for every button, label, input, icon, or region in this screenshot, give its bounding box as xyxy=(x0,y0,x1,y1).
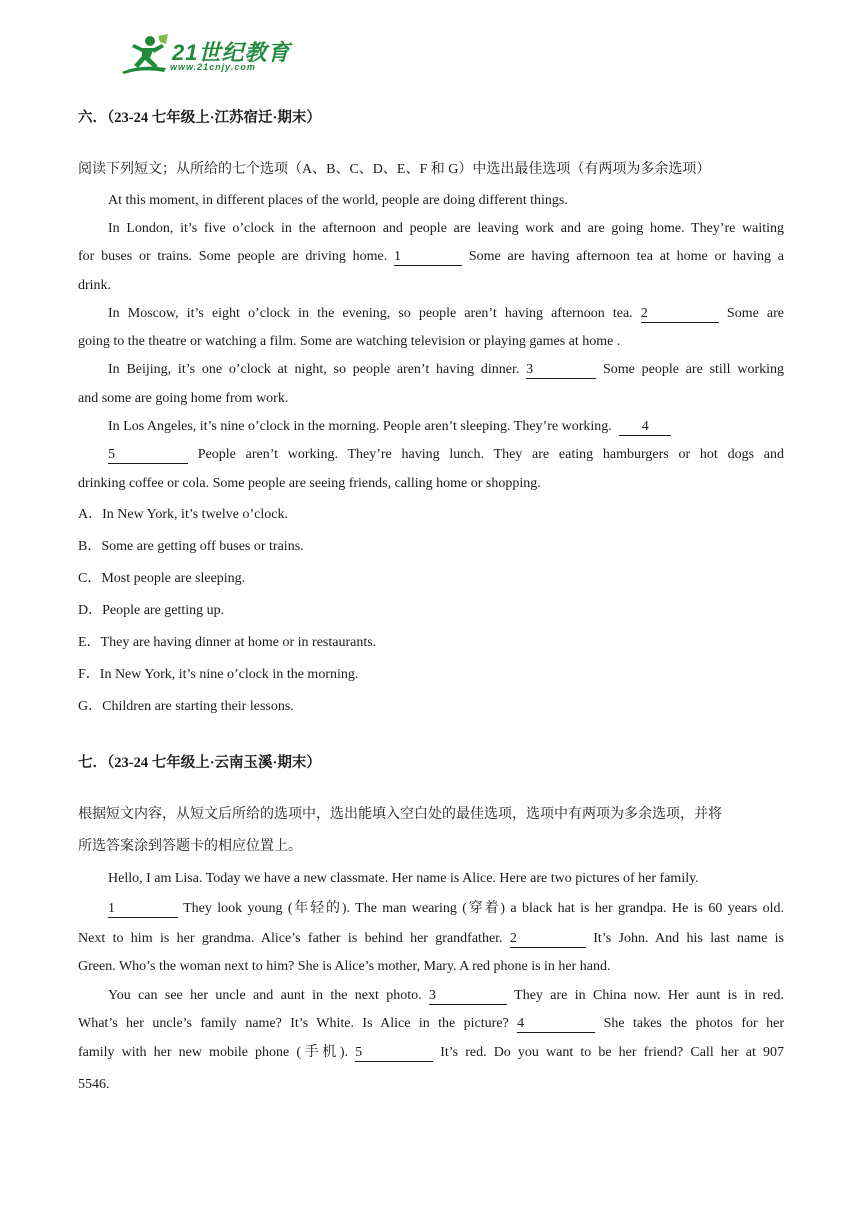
s6-paragraph-5-line-1 xyxy=(108,417,784,437)
logo-url: www.21cnjy.com xyxy=(170,62,256,72)
blank-3[interactable]: 3 xyxy=(429,988,507,1005)
option-e: E．They are having dinner at home or in restaurants. xyxy=(78,635,377,650)
s6-paragraph-3-line-2: going to the theatre or watching a film. Some are watching television or playing games at home . xyxy=(78,334,621,349)
blank-4[interactable]: 4 xyxy=(517,1016,595,1033)
text: Some are xyxy=(726,306,785,321)
section-7-instruction-line-1: 根据短文内容，从短文后所给的选项中，选出能填入空白处的最佳选项，选项中有两项为多余选项，并将 xyxy=(78,807,722,822)
text: People aren’t working. They’re having lunch. They are eating hamburgers or hot dogs and xyxy=(197,447,784,462)
option-b: B．Some are getting off buses or trains. xyxy=(78,539,304,554)
blank-1[interactable]: 1 xyxy=(108,901,178,918)
text: They look young (年轻的). The man wearing (穿着) a black hat is her grandpa. He is 60 years old. xyxy=(183,901,784,916)
s7-paragraph-2-line-3: Green. Who’s the woman next to him? She is Alice’s mother, Mary. A red phone is in her hand. xyxy=(78,959,611,974)
blank-3[interactable]: 3 xyxy=(526,362,596,379)
s6-paragraph-5-line-3: drinking coffee or cola. Some people are seeing friends, calling home or shopping. xyxy=(78,476,541,491)
text: She takes the photos for her xyxy=(603,1016,784,1031)
text: In Moscow, it’s eight o’clock in the evening, so people aren’t having afternoon tea. xyxy=(108,306,633,321)
text: Some people are still working xyxy=(602,362,785,377)
section-7-instruction-line-2: 所选答案涂到答题卡的相应位置上。 xyxy=(78,839,302,854)
blank-5[interactable]: 5 xyxy=(108,447,188,464)
s6-paragraph-3-line-1 xyxy=(108,304,784,324)
text: In Beijing, it’s one o’clock at night, so people aren’t having dinner. xyxy=(108,362,520,377)
text: What’s her uncle’s family name? It’s White. Is Alice in the picture? xyxy=(78,1016,509,1031)
s7-paragraph-3-line-1 xyxy=(108,986,784,1006)
section-6-heading: 六．（23-24 七年级上·江苏宿迁·期末） xyxy=(78,110,321,126)
blank-2[interactable]: 2 xyxy=(510,931,586,948)
s7-paragraph-3-line-3 xyxy=(78,1043,784,1063)
s7-paragraph-2-line-1 xyxy=(108,899,784,919)
s7-paragraph-2-line-2 xyxy=(78,929,784,949)
text: It’s red. Do you want to be her friend? Call her at 907 xyxy=(440,1045,784,1060)
logo-brand: 21世纪教育 xyxy=(172,40,291,65)
s6-paragraph-5-line-2 xyxy=(108,445,784,465)
text: for buses or trains. Some people are driving home. xyxy=(78,249,388,264)
s6-paragraph-2-line-2 xyxy=(78,247,784,267)
blank-4[interactable]: 4 xyxy=(619,419,671,436)
blank-2[interactable]: 2 xyxy=(641,306,719,323)
s6-paragraph-2-line-1: In London, it’s five o’clock in the afternoon and people are leaving work and are going home. They’re waiting xyxy=(108,221,784,236)
text: In Los Angeles, it’s nine o’clock in the morning. People aren’t sleeping. They’re working. xyxy=(108,419,612,434)
text: You can see her uncle and aunt in the next photo. xyxy=(108,988,422,1003)
option-g: G．Children are starting their lessons. xyxy=(78,699,294,714)
s7-paragraph-1: Hello, I am Lisa. Today we have a new classmate. Her name is Alice. Here are two pictures of her family. xyxy=(108,871,699,886)
s6-paragraph-4-line-2: and some are going home from work. xyxy=(78,391,289,406)
text: family with her new mobile phone (手机). xyxy=(78,1045,348,1060)
text: Some are having afternoon tea at home or having a xyxy=(468,249,785,264)
option-f: F．In New York, it’s nine o’clock in the morning. xyxy=(78,667,359,682)
text: They are in China now. Her aunt is in red. xyxy=(514,988,785,1003)
section-6-instruction: 阅读下列短文；从所给的七个选项（A、B、C、D、E、F 和 G）中选出最佳选项（有两项为多余选项） xyxy=(78,162,711,177)
logo xyxy=(120,34,290,76)
blank-5[interactable]: 5 xyxy=(355,1045,433,1062)
blank-1[interactable]: 1 xyxy=(394,249,462,266)
s6-paragraph-4-line-1 xyxy=(108,360,784,380)
option-c: C．Most people are sleeping. xyxy=(78,571,246,586)
option-a: A．In New York, it’s twelve o’clock. xyxy=(78,507,288,522)
s7-paragraph-3-line-2 xyxy=(78,1014,784,1034)
s7-paragraph-3-line-4: 5546. xyxy=(78,1077,110,1092)
s6-paragraph-1: At this moment, in different places of the world, people are doing different things. xyxy=(108,193,568,208)
text: Next to him is her grandma. Alice’s father is behind her grandfather. xyxy=(78,931,503,946)
section-7-heading: 七．（23-24 七年级上·云南玉溪·期末） xyxy=(78,755,321,771)
s6-paragraph-2-line-3: drink. xyxy=(78,278,112,293)
runner-logo-icon xyxy=(120,34,170,76)
text: It’s John. And his last name is xyxy=(593,931,784,946)
option-d: D．People are getting up. xyxy=(78,603,225,618)
